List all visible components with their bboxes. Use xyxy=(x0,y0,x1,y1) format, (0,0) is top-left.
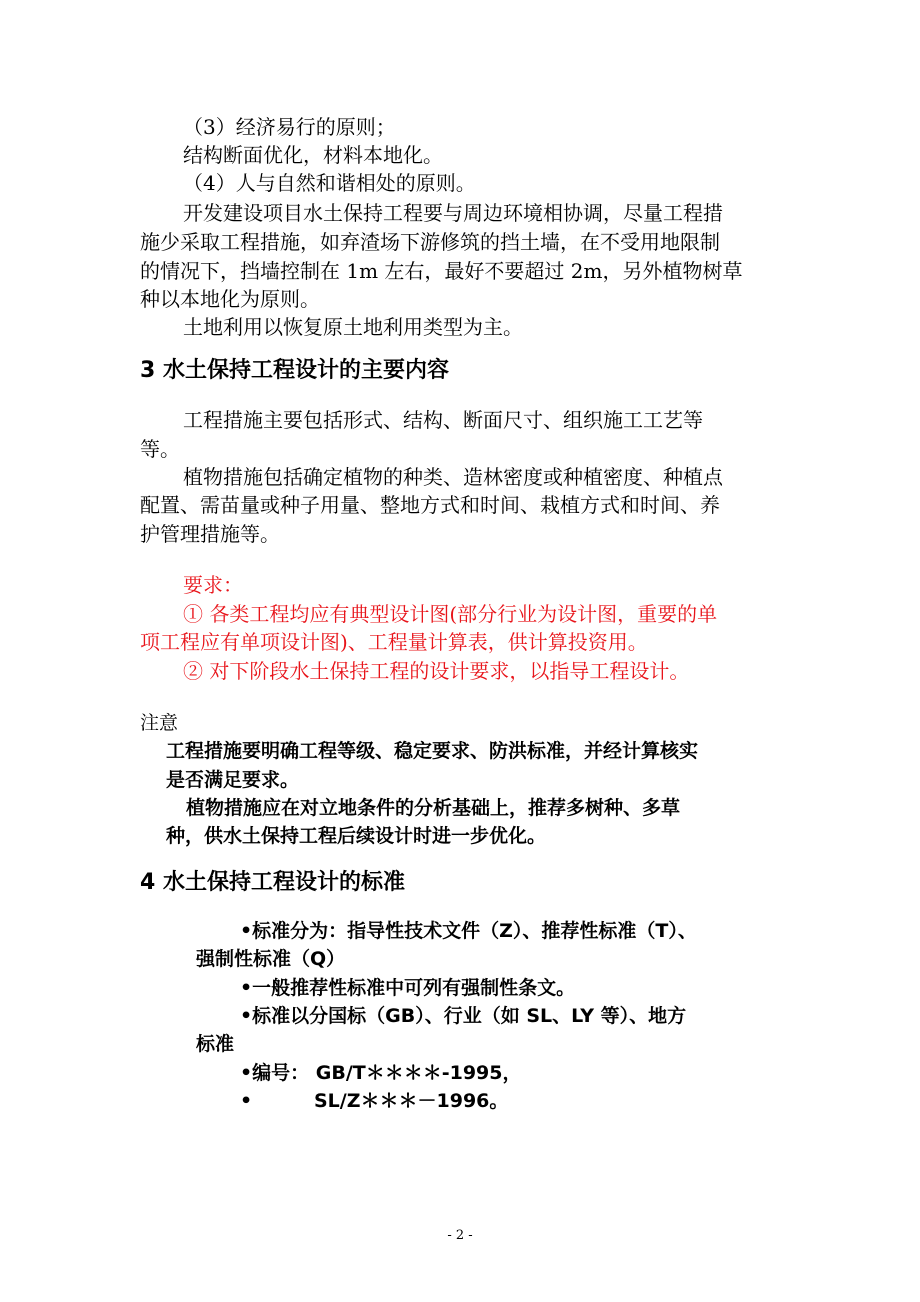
section-4-heading: 4 水土保持工程设计的标准 xyxy=(140,870,405,895)
standards-bullet-5-marker: • xyxy=(240,1090,253,1112)
notes-paragraph-2-line-1: 植物措施应在对立地条件的分析基础上，推荐多树种、多草 xyxy=(186,797,681,819)
section-3-paragraph-1-line-2: 等。 xyxy=(140,437,180,461)
standards-bullet-1-line-1: •标准分为：指导性技术文件（Z）、推荐性标准（T）、 xyxy=(240,920,697,942)
section-3-paragraph-2-line-3: 护管理措施等。 xyxy=(140,522,280,546)
standards-bullet-3-line-1: •标准以分国标（GB）、行业（如 SL、LY 等）、地方 xyxy=(240,1005,687,1027)
requirement-1-line-1: ① 各类工程均应有典型设计图(部分行业为设计图，重要的单 xyxy=(183,602,718,626)
standards-bullet-2: •一般推荐性标准中可列有强制性条文。 xyxy=(240,977,576,999)
principle-3-detail: 结构断面优化，材料本地化。 xyxy=(183,143,443,167)
requirement-1-line-2: 项工程应有单项设计图)、工程量计算表，供计算投资用。 xyxy=(140,630,648,654)
principle-paragraph-line-3: 的情况下，挡墙控制在 1m 左右，最好不要超过 2m，另外植物树草 xyxy=(140,259,743,283)
land-use-line: 土地利用以恢复原土地利用类型为主。 xyxy=(183,315,523,339)
notes-paragraph-1-line-1: 工程措施要明确工程等级、稳定要求、防洪标准，并经计算核实 xyxy=(166,740,699,762)
standards-bullet-1-line-2: 强制性标准（Q） xyxy=(196,948,346,970)
notes-paragraph-1-line-2: 是否满足要求。 xyxy=(166,769,300,791)
requirements-label: 要求： xyxy=(183,573,243,597)
section-3-paragraph-2-line-1: 植物措施包括确定植物的种类、造林密度或种植密度、种植点 xyxy=(183,465,723,489)
section-3-paragraph-2-line-2: 配置、需苗量或种子用量、整地方式和时间、栽植方式和时间、养 xyxy=(140,493,720,517)
requirement-2-line: ② 对下阶段水土保持工程的设计要求，以指导工程设计。 xyxy=(183,659,690,683)
standards-bullet-5-text: SL/Z＊＊＊－1996。 xyxy=(314,1090,509,1112)
principle-4-line: （4）人与自然和谐相处的原则。 xyxy=(183,171,476,195)
standards-bullet-3-line-2: 标准 xyxy=(196,1033,235,1055)
section-3-heading: 3 水土保持工程设计的主要内容 xyxy=(140,358,449,383)
section-3-paragraph-1-line-1: 工程措施主要包括形式、结构、断面尺寸、组织施工工艺等 xyxy=(183,408,703,432)
standards-bullet-4: •编号： GB/T＊＊＊＊-1995， xyxy=(240,1062,522,1084)
principle-paragraph-line-4: 种以本地化为原则。 xyxy=(140,287,320,311)
principle-paragraph-line-2: 施少采取工程措施，如弃渣场下游修筑的挡土墙，在不受用地限制 xyxy=(140,230,720,254)
notes-paragraph-2-line-2: 种，供水土保持工程后续设计时进一步优化。 xyxy=(166,825,547,847)
principle-paragraph-line-1: 开发建设项目水土保持工程要与周边环境相协调，尽量工程措 xyxy=(183,201,723,225)
principle-3-line: （3）经济易行的原则； xyxy=(183,115,396,139)
page-number: - 2 - xyxy=(447,1228,473,1243)
notes-label: 注意 xyxy=(140,712,179,734)
